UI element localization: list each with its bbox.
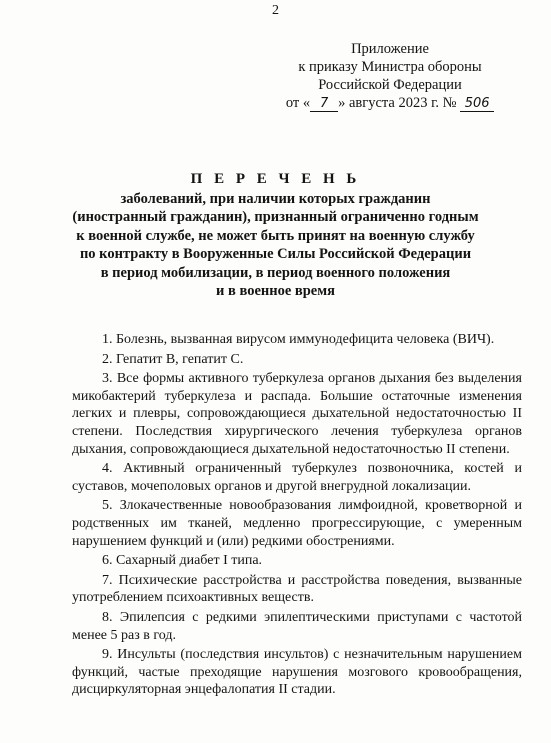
handwritten-order-number: 506 bbox=[460, 97, 494, 112]
appendix-date-line bbox=[275, 94, 505, 112]
document-heading bbox=[20, 170, 531, 301]
list-item: 2. Гепатит B, гепатит C. bbox=[102, 351, 244, 367]
heading-line: и в военное время bbox=[216, 283, 335, 299]
appendix-order-ref: к приказу Министра обороны bbox=[298, 59, 482, 75]
appendix-label: Приложение bbox=[351, 41, 429, 57]
list-item: 3. Все формы активного туберкулеза органов дыхания без выделения микобактерий туберкулеза и распада. Большие остаточные изменения легких и плевры, сопровождающиеся дыхательной недостаточностью II степени. Последствия хирургического лечения туберкулеза органов дыхания, сопровождающиеся дыхательной недостаточностью II степени. bbox=[72, 371, 522, 457]
page-number: 2 bbox=[272, 3, 279, 18]
date-prefix: от « bbox=[285, 95, 311, 111]
document-title: П Е Р Е Ч Е Н Ь bbox=[190, 171, 361, 187]
list-item: 9. Инсульты (последствия инсультов) с незначительным нарушением функций, частые преходящие нарушения мозгового кровообращения, дисциркуляторная энцефалопатия II стадии. bbox=[72, 647, 522, 698]
heading-line: в период мобилизации, в период военного положения bbox=[100, 264, 451, 281]
heading-line: заболеваний, при наличии которых гражданин bbox=[120, 190, 431, 207]
appendix-block bbox=[275, 40, 505, 112]
list-item: 8. Эпилепсия с редкими эпилептическими приступами с частотой менее 5 раз в год. bbox=[72, 609, 522, 643]
heading-line: (иностранный гражданин), признанный ограниченно годным bbox=[72, 209, 479, 225]
list-item: 7. Психические расстройства и расстройства поведения, вызванные употреблением психоактивных веществ. bbox=[72, 572, 522, 606]
list-item: 6. Сахарный диабет I типа. bbox=[102, 553, 263, 569]
list-item: 5. Злокачественные новообразования лимфоидной, кроветворной и родственных им тканей, медленно прогрессирующие, с умеренным нарушением функций и (или) редкими обострениями. bbox=[72, 498, 522, 549]
list-item: 4. Активный ограниченный туберкулез позвоночника, костей и суставов, мочеполовых органов и другой внегрудной локализации. bbox=[72, 461, 522, 494]
appendix-federation: Российской Федерации bbox=[318, 77, 462, 93]
heading-line: к военной службе, не может быть принят на военную службу bbox=[76, 227, 475, 244]
disease-list bbox=[72, 331, 522, 701]
handwritten-day: 7 bbox=[310, 97, 338, 112]
heading-line: по контракту в Вооруженные Силы Российской Федерации bbox=[79, 246, 472, 262]
list-item: 1. Болезнь, вызванная вирусом иммунодефицита человека (ВИЧ). bbox=[102, 332, 495, 347]
date-middle: » августа 2023 г. № bbox=[338, 95, 457, 111]
